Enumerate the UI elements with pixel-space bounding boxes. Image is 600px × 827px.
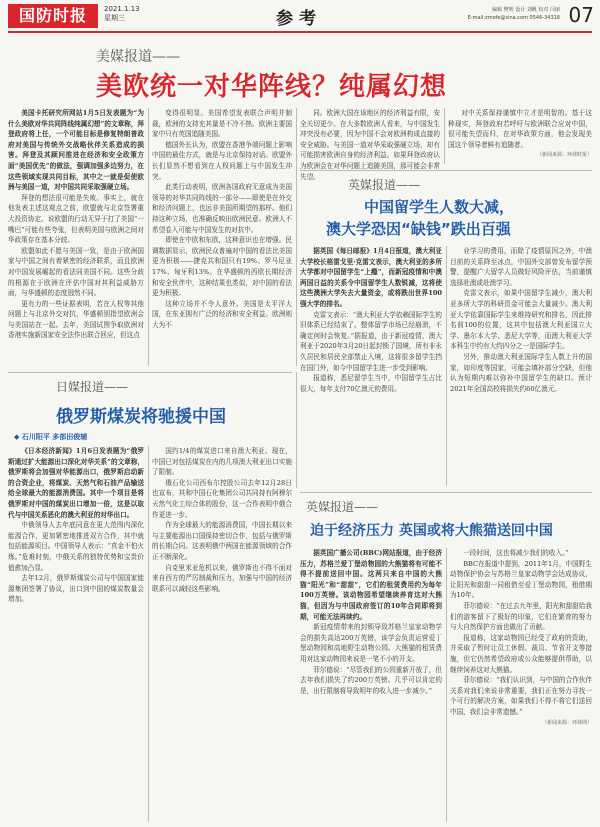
russia-byline xyxy=(14,432,87,442)
editor-names: 编辑 樊明 设计 刘帆 校对 闫丽 xyxy=(492,7,560,13)
column-divider xyxy=(446,548,447,822)
panda-col2-para-1: 一段时间，这也将减少我们的收入。” xyxy=(463,549,569,557)
lead-column-4 xyxy=(448,108,592,164)
lead-source: （新闻来源：环球时报） xyxy=(536,152,592,159)
russia-col2-para-4: 自克里米亚危机以来，俄罗斯也不得不面对来自西方的严厉制裁和压力，加强与中国的经济联系可以减轻这些影响。 xyxy=(152,563,292,593)
column-divider xyxy=(148,108,149,366)
panda-col1-para-2: 新冠疫情带来的封锁导致苏格兰皇家动物学会的损失高达200万英镑，该学会负责运营爱丁堡动物园和高地野生动物公园。大熊猫的租赁费用对这家动物园来说是一笔不小的开支。 xyxy=(300,623,442,663)
panda-col2-para-5: 菲尔德说：“我们认识到，与中国的合作伙伴关系对我们来说非常重要，我们正在努力寻找一个可行的解决方案，如果我们不得不将它们送回中国，我们会非常遗憾。” xyxy=(450,676,592,716)
lead-col2-para-1: 变得很明显。美国希望发表联合声明并制裁，欧洲的支持充其量是不冷不热。欧洲主要国家中只有英国追随美国。 xyxy=(152,109,292,139)
section-divider xyxy=(8,372,292,373)
column-divider xyxy=(446,246,447,486)
russia-col1-para-3: 去年12月，俄罗斯煤炭公司与中国国家能源集团签署了协议，出口到中国的煤炭数量会增加。 xyxy=(8,574,144,604)
lead-col1-para-1: 美国卡托研究所网站1月5日发表题为“为什么美欧对华共同阵线纯属幻想”的文章称，拜登政府将上任，一个可能目标是修复特朗普政府对美国与传统外交战略伙伴关系造成的损害。拜登及其顾问推进在经济和安全政策方面“美国优先”的做法，强调加强多边努力，在这些领域实现共同目标，其中之一就是促使欧洲与美国一道，对中国共同采取强硬立场。 xyxy=(8,109,144,192)
panda-col1-para-1: 据英国广播公司(BBC)网站报道，由于经济压力，苏格兰爱丁堡动物园的大熊猫将有可能不得不提前送回中国。这两只来自中国的大熊猫“阳光”和“甜甜”，它们的租赁费用约为每年100万英镑。该动物园希望继续养育这对大熊猫，但因为与中国政府签订的10年合同即将到期，可能无法再续约。 xyxy=(300,549,442,621)
aus-col2-para-1: 业学习的费用，而除了疫情原因之外，中澳目前的关系降至冰点，中国外交部曾发布留学预警，提醒广大留学人员做好风险评估，当前谨慎选择赴澳或赴澳学习。 xyxy=(450,247,592,287)
aus-col1-para-2: 克雷文表示：“澳大利亚大学依赖国际学生的旧体系已经结束了。整体留学市场已经崩溃，不确定何时会恢复。”据报道，由于新冠疫情，澳大利亚于2020年3月20日起封锁了国境，所有非永久居民和居民全部禁止入境，这将很多留学生挡在国门外，如今中国留学生进一步受到影响。 xyxy=(300,310,442,372)
section-title: 参考 xyxy=(276,9,322,29)
lead-kicker: 美媒报道—— xyxy=(96,49,180,65)
issue-weekday: 星期三 xyxy=(104,14,125,22)
panda-col2-para-2: BBC在报道中提到，2011年1月，中国野生动物保护协会与苏格兰皇家动物学会达成协议，让阳光和甜甜一同租借至爱丁堡动物园，租借期为10年。 xyxy=(450,559,592,600)
panda-headline: 迫于经济压力 英国或将大熊猫送回中国 xyxy=(310,523,553,539)
aus-headline-line2: 澳大学恐因“缺钱”跌出百强 xyxy=(326,220,511,238)
panda-col2-para-4: 报道称，这家动物园已经受了政府的资助，并采取了暂时让员工休假、裁员、节省开支等措施，但它仍然希望政府或公众能够提供帮助，以继续饲养这对大熊猫。 xyxy=(450,633,592,674)
lead-headline: 美欧统一对华阵线？纯属幻想 xyxy=(96,72,448,102)
aus-column-2 xyxy=(450,246,592,486)
russia-col1-para-1: 《日本经济新闻》1月6日发表题为“俄罗斯通过扩大能源出口深化对华关系”的文章称，俄罗斯将会加强对华能源出口，俄罗斯启动新的合资企业，将煤炭、天然气和石油产品输送给全球最大的能源消费国。其中一个项目是将俄罗斯对中国的煤炭出口增加一倍，这是以取代与中国关系恶化的澳大利亚的对华出口。 xyxy=(8,447,144,519)
panda-kicker: 英媒报道—— xyxy=(306,500,379,514)
column-divider xyxy=(296,108,297,366)
russia-kicker: 日媒报道—— xyxy=(56,380,129,394)
issue-date-block xyxy=(104,5,140,23)
lead-col2-para-3: 此类行动表明，欧洲各国政府无意成为美国领导的对华共同阵线的一部分——即使是在外交和经济问题上，也远非美国所期望的那样。他们持这种立场，也准确反映出欧洲民意。欧洲人不希望卷入可能与中国发生的对抗中。 xyxy=(152,183,292,234)
lead-col2-para-5: 这种立场并不令人意外。美国是太平洋大国，在东亚拥有广泛的经济和安全利益。欧洲则大为不 xyxy=(152,299,292,329)
lead-col4-para-1: 对中关系保持谨慎中立才是明智的。基于这种现实，拜登政府若呼吁与欧洲联合应对中国，很可能失望而归，在对华政策方面，他会发现美国这个领导者鲜有追随者。 xyxy=(448,109,592,149)
russia-col2-para-1: 国约1/4的煤炭进口来自澳大利亚。现在，中国已对包括煤炭在内的几项澳大利亚出口实施了限制。 xyxy=(152,447,292,477)
panda-source: （新闻来源：环球网） xyxy=(541,719,592,726)
aus-col1-para-1: 据英国《每日邮报》1月4日报道，澳大利亚大学校长格雷戈里·克雷文表示，澳大利亚的多所大学都对中国留学生“上瘾”，而新冠疫情和中澳两国日益的关系令中国留学生人数锐减，这将使这些澳洲大学失去大量资金，或将跌出世界100强大学的排名。 xyxy=(300,247,442,308)
issue-date: 2021.1.13 xyxy=(104,5,140,13)
lead-col1-para-2: 拜登的想法很可能是失败。事实上，就在他发表主述这观点之前，欧盟就与北京签署重大投资协定。说欧盟的行动无异于打了美国“一嘴巴”可能有些夸张，但表明美国与欧洲之间对华政策存在基本分歧。 xyxy=(8,193,144,245)
lead-column-3 xyxy=(300,108,440,181)
aus-column-1 xyxy=(300,246,442,486)
column-divider xyxy=(148,446,149,822)
panda-column-1 xyxy=(300,548,442,822)
aus-headline-line1: 中国留学生人数大减， xyxy=(364,198,515,216)
lead-col1-para-4: 更有力的一些证据表明，若在人权等其他问题上与北京外交对抗，华盛顿别指望欧洲会与美国站在一起。去年，美国试图争取欧洲对香港实施新国家安全法作出联合回应，但这点 xyxy=(8,299,144,340)
russia-column-2 xyxy=(152,446,292,822)
panda-column-2 xyxy=(450,548,592,822)
russia-col2-para-2: 俄石化公司西布尔控股公司去年12月28日也宣布，其和中国石化集团公司共同持有阿穆尔天然气化工综合体的股份，这一合作表明中俄合作更进一步。 xyxy=(152,478,292,519)
diamond-icon: ◆ xyxy=(14,433,22,441)
page-number: 07 xyxy=(568,3,594,27)
panda-col2-para-3: 菲尔德说：“在过去九年里，阳光和甜甜给我们的游客留下了极好的印象，它们在繁育的努力与大自然保护方面也做出了贡献。 xyxy=(450,601,592,632)
lead-col2-para-4: 即使在中欧和东欧，这种意识也在增强。民调数据显示，欧洲民众普遍对中国的看法比美国更为积极——捷克共和国只有19%、罗马尼亚17%、匈牙利13%。在华盛顿的西欧长期经济和安全伙伴中，这种结果也类似，对中国的看法更为积极。 xyxy=(152,236,292,298)
russia-col1-para-2: 中俄领导人去年底同意在更大范围内深化能源合作，更加紧密地推进双方合作，其中就包括能源项目。中国领导人表示：“真金不怕火炼。”危难时刻，中俄关系的独特优势和宝贵价值愈加凸显。 xyxy=(8,521,144,572)
lead-col3-para-1: 同。欧洲大国在该地区的经济利益有限，安全关切更少。在大多数欧洲人看来，与中国发生冲突没有必要，因为中国不会对欧洲构成直接的安全威胁。与美国一道对华采取强硬立场，却有可能损害欧洲自身的经济利益。如果拜登政府认为欧洲会在对华问题上追随美国，那可能会非常失望。 xyxy=(300,109,440,181)
masthead xyxy=(0,0,600,34)
lead-col2-para-2: 德国外长认为，欧盟在香港争端问题上影响中国的最佳方式，就是与北京保持对话。欧盟外长们显然不想看到在人权问题上与中国发生冲突。 xyxy=(152,140,292,181)
lead-column-2 xyxy=(152,108,292,366)
newspaper-logo: 国防时报 xyxy=(8,4,98,28)
aus-col2-para-3: 另外，推动澳大利亚国际学生人数上升的国家，如印度等国家，可能会填补部分空缺，但他认为短期内难以弥补中国留学生的缺口。预计2021年全国高校将损失约60亿澳元。 xyxy=(450,352,592,393)
panda-col1-para-3: 菲尔德说：“尽管我们的公园重新开放了，但去年我们损失了约200万英镑。几乎可以肯定的是，出行限制将导致明年的收入进一步减少。” xyxy=(300,665,442,695)
section-divider xyxy=(300,170,592,171)
editor-credits xyxy=(450,6,560,22)
column-divider xyxy=(296,372,297,488)
russia-col2-para-3: 作为全球最大的能源消费国，中国长期以来与主要能源出口国保持密切合作，包括与俄罗斯的长期合同。这表明俄中两国在能源领域的合作正不断深化。 xyxy=(152,521,292,561)
aus-col1-para-3: 报道称，悉尼留学生当中，中国留学生占比很大，每年支付70亿澳元的费用。 xyxy=(300,374,442,393)
aus-col2-para-2: 克雷文表示，如果中国留学生减少，澳大利亚多所大学的科研资金可能会大量减少。澳大利亚大学依靠国际学生来维持研究和排名，因此排名前100的位置，这其中包括澳大利亚国立大学、墨尔本大学、悉尼大学等，而澳大利亚大学本科生中约有大约四分之一是国际学生。 xyxy=(450,289,592,351)
aus-kicker: 英媒报道—— xyxy=(348,178,421,192)
russia-headline: 俄罗斯煤炭将驰援中国 xyxy=(56,407,226,427)
section-divider xyxy=(300,492,592,493)
lead-col1-para-3: 欧盟如此不愿与美国一致，是由于欧洲国家与中国之间有着紧密的经济联系，而且欧洲对中国发展崛起的看法同美国不同。这些分歧的根源在于欧洲在评估中国对其利益威胁方面，与华盛顿的态度迥然不同。 xyxy=(8,246,144,298)
russia-byline-authors: 石川阳平 多部田俊辅 xyxy=(21,433,88,441)
column-divider xyxy=(444,108,445,164)
russia-column-1 xyxy=(8,446,144,822)
editor-email: E-mail:zmofe@sina.com 0546-34318 xyxy=(467,15,560,21)
masthead-rule xyxy=(8,31,592,33)
